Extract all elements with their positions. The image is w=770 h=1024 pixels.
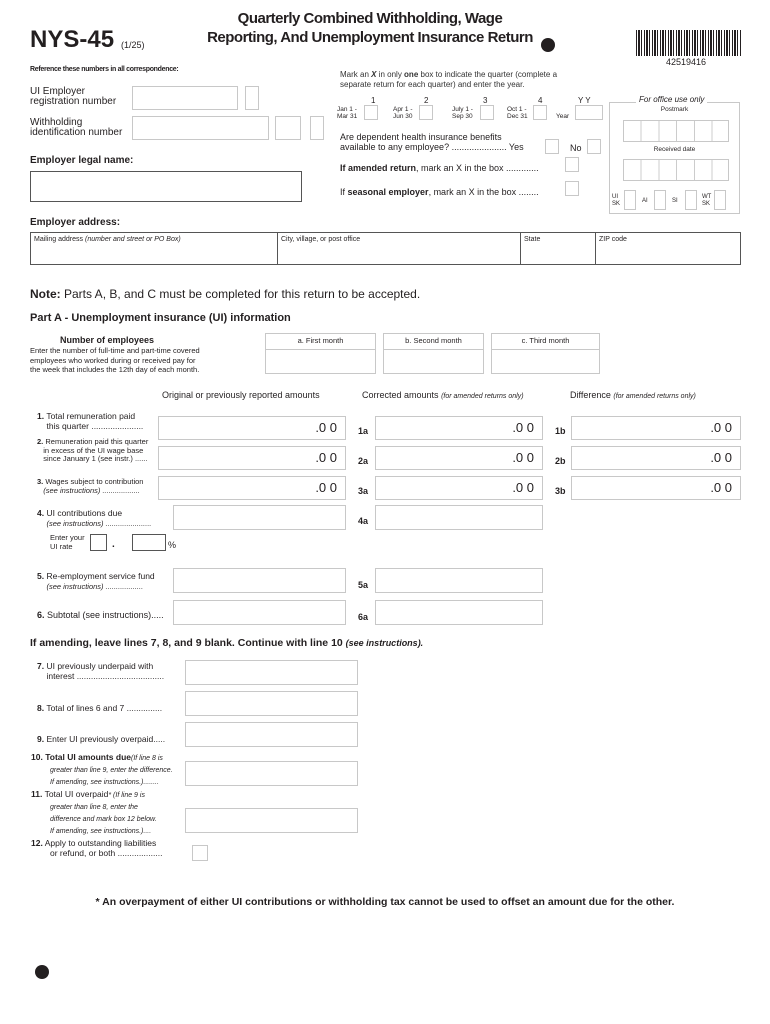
ui-sk-box (624, 190, 636, 210)
line-6-input[interactable] (173, 600, 346, 625)
quarter-1-checkbox[interactable] (364, 105, 378, 120)
ui-reg-label: UI Employer registration number (30, 86, 117, 107)
address-divider (277, 232, 278, 265)
first-month-input[interactable] (265, 333, 376, 374)
received-date-field (623, 159, 729, 181)
line-11-input[interactable] (185, 808, 358, 833)
line-1b-input[interactable]: .0 0 (571, 416, 741, 440)
received-date-label: Received date (653, 146, 696, 153)
line-5-label: 5. Re-employment service fund (see instructions) .................. (37, 571, 155, 591)
line-2-input[interactable]: .0 0 (158, 446, 346, 470)
line-7-label: 7. UI previously underpaid with interest ..................................... (37, 661, 165, 681)
si-box (685, 190, 697, 210)
line-4a-label: 4a (358, 516, 369, 526)
ui-sk-label: UI SK (612, 194, 621, 207)
ui-rate-fraction-input[interactable] (132, 534, 166, 551)
ui-rate-label: Enter your UI rate (50, 533, 85, 551)
line-3b-label: 3b (555, 486, 566, 496)
city-input[interactable]: City, village, or post office (281, 236, 361, 243)
withholding-id-label: Withholding identification number (30, 117, 123, 138)
withholding-id-input[interactable] (132, 116, 269, 140)
line-2-label: 2. Remuneration paid this quarter in excess of the UI wage base since January 1 (see instr.) ...... (37, 437, 149, 463)
quarter-3-label: July 1 - Sep 30 (452, 106, 473, 120)
quarter-4-checkbox[interactable] (533, 105, 547, 120)
line-2b-input[interactable]: .0 0 (571, 446, 741, 470)
state-input[interactable]: State (524, 236, 541, 243)
quarter-1-label: Jan 1 - Mar 31 (337, 106, 358, 120)
postmark-label: Postmark (660, 106, 689, 113)
line-10-input[interactable] (185, 761, 358, 786)
second-month-input[interactable] (383, 333, 484, 374)
barcode-number: 42519416 (666, 57, 707, 67)
line-9-input[interactable] (185, 722, 358, 747)
second-month-label: b. Second month (384, 334, 483, 350)
amended-label: If amended return, mark an X in the box ............. (340, 163, 539, 173)
quarter-1-number: 1 (371, 96, 376, 105)
reference-note: Reference these numbers in all correspondence: (30, 66, 179, 73)
year-hint: Y Y (578, 96, 591, 105)
line-5a-label: 5a (358, 580, 369, 590)
line-8-input[interactable] (185, 691, 358, 716)
registration-mark-icon (541, 38, 555, 52)
quarter-2-number: 2 (424, 96, 429, 105)
line-11-label: 11. Total UI overpaid* (If line 9 is greater than line 8, enter the difference and mark box 12 below. If amending, see instructions.).... (31, 789, 157, 835)
employees-title: Number of employees (60, 335, 155, 345)
footnote: * An overpayment of either UI contributions or withholding tax cannot be used to offset an amount due for the other. (95, 896, 675, 908)
line-5-input[interactable] (173, 568, 346, 593)
line-6a-input[interactable] (375, 600, 543, 625)
line-4-input[interactable] (173, 505, 346, 530)
line-10-label: 10. Total UI amounts due(If line 8 is greater than line 9, enter the difference. If amending, see instructions.)........ (31, 752, 173, 786)
line-8-label: 8. Total of lines 6 and 7 ............... (37, 703, 163, 713)
employees-instructions: Enter the number of full-time and part-time covered employees who worked during or received pay for the week that includes the 12th day of each month. (30, 346, 200, 374)
line-1-input[interactable]: .0 0 (158, 416, 346, 440)
address-label: Employer address: (30, 217, 121, 228)
quarter-4-label: Oct 1 - Dec 31 (507, 106, 528, 120)
line-12-label: 12. Apply to outstanding liabilities or refund, or both ................... (31, 838, 163, 858)
line-1a-input[interactable]: .0 0 (375, 416, 543, 440)
line-2a-input[interactable]: .0 0 (375, 446, 543, 470)
line-4-label: 4. UI contributions due (see instructions) ...................... (37, 508, 152, 528)
form-id: NYS-45 (30, 26, 115, 53)
difference-column-header: Difference (for amended returns only) (570, 390, 696, 400)
quarter-2-checkbox[interactable] (419, 105, 433, 120)
year-label: Year (556, 113, 570, 120)
line-1b-label: 1b (555, 426, 566, 436)
amended-checkbox[interactable] (565, 157, 579, 172)
health-benefits-question: Are dependent health insurance benefits available to any employee? ...................... Yes (340, 132, 524, 152)
ui-registration-check-digit-input[interactable] (245, 86, 259, 110)
corrected-column-header: Corrected amounts (for amended returns only) (362, 390, 524, 400)
form-title-line2: Reporting, And Unemployment Insurance Return (207, 29, 533, 46)
withholding-id-check-input[interactable] (310, 116, 324, 140)
ui-rate-whole-input[interactable] (90, 534, 107, 551)
line-9-label: 9. Enter UI previously overpaid..... (37, 734, 166, 744)
quarter-3-number: 3 (483, 96, 488, 105)
third-month-label: c. Third month (492, 334, 599, 350)
quarter-instructions: Mark an X in only one box to indicate the quarter (complete a separate return for each quarter) and enter the year. (340, 70, 558, 89)
line-3b-input[interactable]: .0 0 (571, 476, 741, 500)
ai-box (654, 190, 666, 210)
withholding-id-suffix-input[interactable] (275, 116, 301, 140)
employer-legal-name-input[interactable] (30, 171, 302, 202)
mailing-address-input[interactable]: Mailing address (number and street or PO Box) (34, 236, 181, 243)
line-3-input[interactable]: .0 0 (158, 476, 346, 500)
health-yes-checkbox[interactable] (545, 139, 559, 154)
line-4a-input[interactable] (375, 505, 543, 530)
line-2b-label: 2b (555, 456, 566, 466)
year-input[interactable] (575, 105, 603, 120)
line-3a-label: 3a (358, 486, 369, 496)
line-6a-label: 6a (358, 612, 369, 622)
zip-input[interactable]: ZIP code (599, 236, 627, 243)
quarter-3-checkbox[interactable] (480, 105, 494, 120)
ui-registration-number-input[interactable] (132, 86, 238, 110)
line-5a-input[interactable] (375, 568, 543, 593)
form-title-line1: Quarterly Combined Withholding, Wage (237, 10, 503, 27)
postmark-field (623, 120, 729, 142)
health-no-label: No (570, 143, 582, 153)
quarter-4-number: 4 (538, 96, 543, 105)
note: Note: Parts A, B, and C must be completed for this return to be accepted. (30, 287, 421, 301)
address-divider (520, 232, 521, 265)
si-label: SI (672, 198, 678, 204)
original-column-header: Original or previously reported amounts (162, 390, 320, 400)
barcode-icon (636, 30, 741, 56)
third-month-input[interactable] (491, 333, 600, 374)
ai-label: AI (642, 198, 648, 204)
address-divider (595, 232, 596, 265)
form-revision: (1/25) (121, 40, 145, 50)
office-use-title: For office use only (636, 95, 707, 104)
line-12-checkbox[interactable] (192, 845, 208, 861)
seasonal-checkbox[interactable] (565, 181, 579, 196)
part-a-title: Part A - Unemployment insurance (UI) information (30, 312, 291, 324)
wt-sk-box (714, 190, 726, 210)
legal-name-label: Employer legal name: (30, 155, 134, 166)
first-month-label: a. First month (266, 334, 375, 350)
line-3-label: 3. Wages subject to contribution (see instructions) .................. (37, 477, 144, 495)
line-6-label: 6. Subtotal (see instructions)..... (37, 610, 164, 620)
wt-sk-label: WT SK (702, 194, 712, 207)
quarter-2-label: Apr 1 - Jun 30 (393, 106, 413, 120)
line-3a-input[interactable]: .0 0 (375, 476, 543, 500)
line-7-input[interactable] (185, 660, 358, 685)
line-2a-label: 2a (358, 456, 369, 466)
line-1-label: 1. Total remuneration paid this quarter ...................... (37, 411, 144, 431)
line-1a-label: 1a (358, 426, 369, 436)
health-no-checkbox[interactable] (587, 139, 601, 154)
percent-sign: % (168, 540, 177, 550)
amending-heading: If amending, leave lines 7, 8, and 9 blank. Continue with line 10 (see instructions). (30, 637, 424, 649)
ui-rate-decimal-point: . (112, 539, 115, 550)
registration-mark-icon (35, 965, 49, 979)
seasonal-label: If seasonal employer, mark an X in the box ........ (340, 187, 539, 197)
